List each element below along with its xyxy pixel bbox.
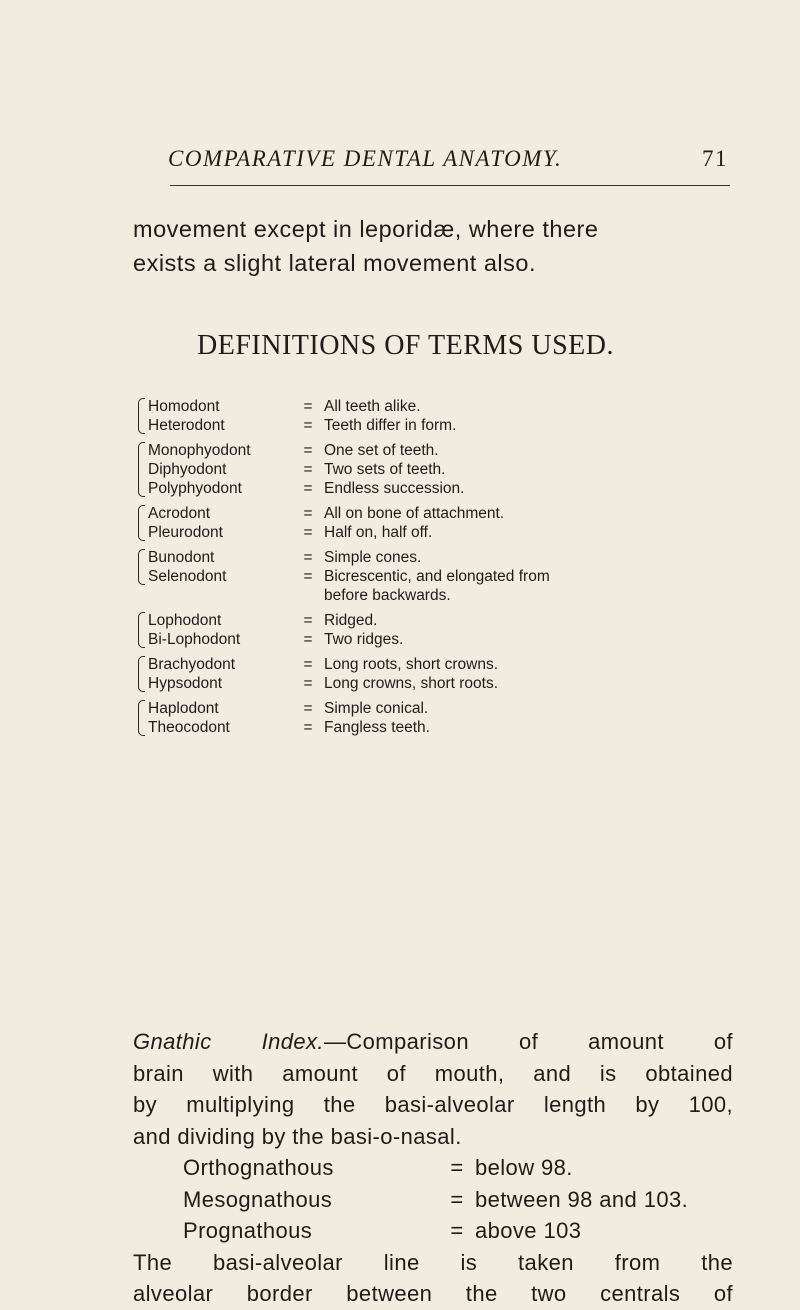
equals-sign: =: [303, 461, 313, 478]
brace-bracket: [138, 398, 145, 434]
definition-row: [138, 699, 778, 718]
definition-group: [138, 548, 778, 605]
definition-meaning: Two ridges.: [324, 631, 404, 648]
definition-group: [138, 655, 778, 693]
definition-row: [138, 655, 778, 674]
definition-row: [138, 523, 778, 542]
formula-row: [133, 1152, 733, 1184]
gnathic-line: alveolar border between the two centrals of: [133, 1281, 733, 1306]
gnathic-line: The basi-alveolar line is taken from the: [133, 1249, 733, 1275]
brace-bracket: [138, 505, 145, 541]
formula-value: between 98 and 103.: [475, 1186, 689, 1212]
definition-row: [138, 586, 778, 605]
definition-meaning: All teeth alike.: [324, 398, 421, 415]
definition-meaning: One set of teeth.: [324, 442, 439, 459]
definition-meaning: Long roots, short crowns.: [324, 656, 499, 673]
header-rule: [170, 185, 730, 186]
definition-term: Selenodont: [148, 568, 227, 585]
equals-sign: =: [303, 442, 313, 459]
equals-sign: =: [303, 568, 313, 585]
definition-term: Pleurodont: [148, 524, 223, 541]
definition-term: Acrodont: [148, 505, 211, 522]
intro-line: exists a slight lateral movement also.: [133, 250, 536, 276]
definition-meaning: All on bone of attachment.: [324, 505, 505, 522]
gnathic-line: and dividing by the basi-o-nasal.: [133, 1123, 462, 1149]
definitions-table: [138, 397, 778, 743]
section-heading: DEFINITIONS OF TERMS USED.: [197, 330, 614, 361]
definition-term: Lophodont: [148, 612, 222, 629]
equals-sign: =: [450, 1186, 464, 1212]
definition-row: [138, 479, 778, 498]
formula-value: below 98.: [475, 1155, 573, 1180]
definition-term: Polyphyodont: [148, 480, 242, 497]
definition-row: [138, 718, 778, 737]
definition-meaning: Bicrescentic, and elongated from: [324, 568, 550, 585]
formula-name: Mesognathous: [183, 1186, 333, 1212]
definition-group: [138, 611, 778, 649]
gnathic-line-rest: —Comparison of amount of: [323, 1029, 733, 1054]
formula-row: [133, 1184, 733, 1216]
gnathic-line: [133, 1026, 733, 1058]
equals-sign: =: [303, 398, 313, 415]
definition-row: [138, 567, 778, 586]
equals-sign: =: [303, 480, 313, 497]
definition-term: Heterodont: [148, 417, 225, 434]
formula-value: above 103: [475, 1218, 582, 1243]
intro-line: movement except in leporidæ, where there: [133, 216, 599, 242]
intro-paragraph: [133, 212, 733, 280]
definition-row: [138, 611, 778, 630]
gnathic-index-term: Gnathic Index.: [133, 1029, 324, 1054]
equals-sign: =: [303, 719, 313, 736]
definition-term: Monophyodont: [148, 442, 251, 459]
definition-term: Haplodont: [148, 700, 219, 717]
definition-row: [138, 460, 778, 479]
definition-row: [138, 548, 778, 567]
definition-group: [138, 699, 778, 737]
equals-sign: =: [303, 631, 313, 648]
definition-meaning: Endless succession.: [324, 480, 465, 497]
equals-sign: =: [303, 417, 313, 434]
equals-sign: =: [303, 612, 313, 629]
definition-meaning: Long crowns, short roots.: [324, 675, 499, 692]
equals-sign: =: [303, 549, 313, 566]
definition-term: Hypsodont: [148, 675, 223, 692]
page-number: 71: [702, 146, 728, 171]
equals-sign: =: [303, 700, 313, 717]
definition-term: [138, 586, 296, 605]
brace-bracket: [138, 656, 145, 692]
definition-term: Homodont: [148, 398, 220, 415]
definition-meaning: Fangless teeth.: [324, 719, 430, 736]
equals-sign: [296, 586, 320, 605]
definition-term: Bunodont: [148, 549, 215, 566]
equals-sign: =: [303, 675, 313, 692]
definition-row: [138, 504, 778, 523]
definition-term: Diphyodont: [148, 461, 227, 478]
equals-sign: =: [303, 656, 313, 673]
definition-meaning: Two sets of teeth.: [324, 461, 446, 478]
definition-group: [138, 441, 778, 498]
definition-term: Brachyodont: [148, 656, 236, 673]
gnathic-index-section: [133, 1026, 733, 1310]
formula-name: Prognathous: [183, 1218, 313, 1243]
definition-meaning: Teeth differ in form.: [324, 417, 457, 434]
definition-row: [138, 441, 778, 460]
definition-meaning: Simple conical.: [324, 700, 429, 717]
definition-meaning: Ridged.: [324, 612, 378, 629]
definition-meaning: Half on, half off.: [324, 524, 433, 541]
brace-bracket: [138, 442, 145, 497]
definition-row: [138, 674, 778, 693]
equals-sign: =: [303, 505, 313, 522]
definition-row: [138, 397, 778, 416]
definition-group: [138, 504, 778, 542]
equals-sign: =: [450, 1218, 464, 1243]
gnathic-line: brain with amount of mouth, and is obtained: [133, 1060, 733, 1086]
gnathic-line: by multiplying the basi-alveolar length by 100,: [133, 1092, 733, 1117]
brace-bracket: [138, 612, 145, 648]
definition-group: [138, 397, 778, 435]
definition-meaning: Simple cones.: [324, 549, 422, 566]
running-header: [168, 146, 728, 172]
gnathic-formulas: [133, 1152, 733, 1247]
equals-sign: =: [450, 1155, 464, 1180]
definition-row: [138, 630, 778, 649]
equals-sign: =: [303, 524, 313, 541]
brace-bracket: [138, 700, 145, 736]
definition-row: [138, 416, 778, 435]
brace-bracket: [138, 549, 145, 585]
definition-term: Theocodont: [148, 719, 230, 736]
definition-term: Bi-Lophodont: [148, 631, 241, 648]
running-title: COMPARATIVE DENTAL ANATOMY.: [168, 146, 563, 171]
formula-name: Orthognathous: [183, 1155, 334, 1180]
definition-meaning: before backwards.: [324, 587, 451, 604]
